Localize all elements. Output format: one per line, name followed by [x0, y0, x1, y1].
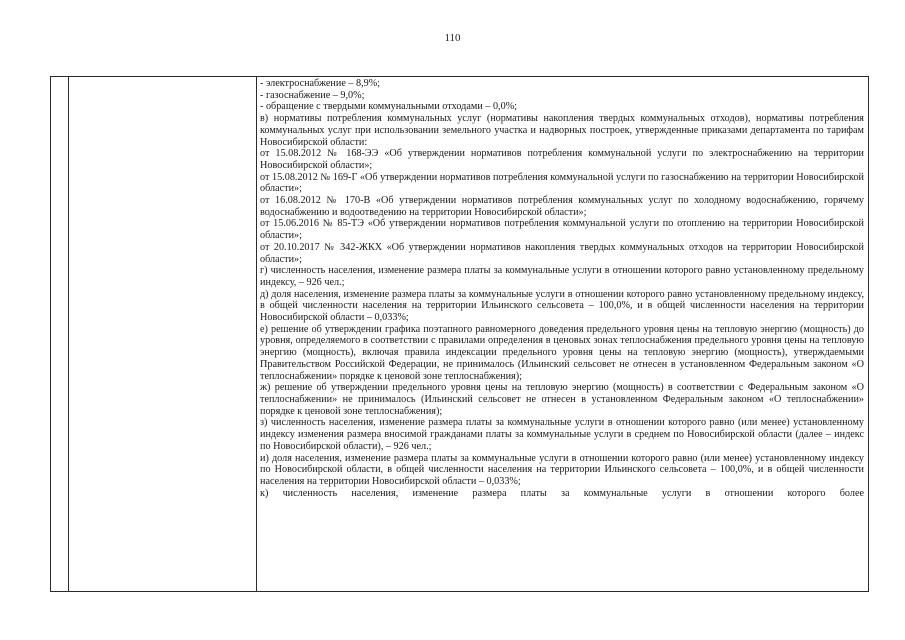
- paragraph-item-k: к) численность населения, изменение размера платы за коммунальные услуги в отношении которого более: [260, 487, 864, 499]
- paragraph-item-g: г) численность населения, изменение размера платы за коммунальные услуги в отношении которого равно установленному предельному индексу, – 926 чел.;: [260, 265, 864, 288]
- paragraph-item-d: д) доля населения, изменение размера платы за коммунальные услуги в отношении которого равно установленному предельному индексу, в общей численности населения на территории Ильинского сельсовета – 100,0%, и в общей численности населения на территории Новосибирской области – 0,033%;: [260, 288, 864, 324]
- paragraph-item-zh: ж) решение об утверждении предельного уровня цены на тепловую энергию (мощность) в соответствии с Федеральным законом «О теплоснабжении» не принималось (Ильинский сельсовет не отнесен в установленном Федеральным законом «О теплоснабжении» порядке к ценовой зоне теплоснабжения);: [260, 382, 864, 417]
- page-number: 110: [444, 32, 461, 44]
- paragraph-gas: - газоснабжение – 9,0%;: [260, 89, 365, 101]
- table-column-divider-2: [256, 77, 257, 591]
- paragraph-order-85: от 15.06.2016 № 85-ТЭ «Об утверждении нормативов потребления коммунальной услуги по отоплению на территории Новосибирской области»;: [260, 218, 864, 242]
- paragraph-item-e: е) решение об утверждении графика поэтапного равномерного доведения предельного уровня цены на тепловую энергию (мощность) до уровня, определяемого в соответствии с правилами определения в ценовых зонах теплоснабжения предельного уровня цены на тепловую энергию (мощность), включая правила индексации предельного уровня цены на тепловую энергию (мощность), утверждаемыми Правительством Российской Федерации, не принималось (Ильинский сельсовет не отнесен в установленном Федеральным законом «О теплоснабжении» порядке к ценовой зоне теплоснабжения);: [260, 323, 864, 382]
- paragraph-waste: - обращение с твердыми коммунальными отходами – 0,0%;: [260, 101, 518, 113]
- paragraph-item-i: и) доля населения, изменение размера платы за коммунальные услуги в отношении которого равно (или менее) установленному индексу по Новосибирской области, в общей численности населения на территории Ильинского сельсовета – 100,0%, и в общей численности населения на территории Новосибирской области – 0,033%;: [260, 452, 864, 487]
- paragraph-order-168: от 15.08.2012 № 168-ЭЭ «Об утверждении нормативов потребления коммунальной услуги по электроснабжению на территории Новосибирской области»;: [260, 148, 864, 171]
- table-column-divider-1: [68, 77, 69, 591]
- table-text-cell: [260, 78, 864, 591]
- document-table: [50, 76, 869, 592]
- paragraph-electricity: - электроснабжение – 8,9%;: [260, 78, 381, 89]
- paragraph-order-342: от 20.10.2017 № 342-ЖКХ «Об утверждении нормативов накопления твердых коммунальных отходов на территории Новосибирской области»;: [260, 241, 864, 265]
- paragraph-order-170: от 16.08.2012 № 170-В «Об утверждении нормативов потребления коммунальных услуг по холодному водоснабжению, горячему водоснабжению и водоотведению на территории Новосибирской области»;: [260, 195, 864, 218]
- paragraph-item-z: з) численность населения, изменение размера платы за коммунальные услуги в отношении которого равно (или менее) установленному индексу изменения размера вносимой гражданами платы за коммунальные услуги в среднем по Новосибирской области (далее – индекс по Новосибирской области), – 926 чел.;: [260, 417, 864, 452]
- paragraph-order-169: от 15.08.2012 № 169-Г «Об утверждении нормативов потребления коммунальной услуги по газоснабжению на территории Новосибирской области»;: [260, 171, 864, 195]
- paragraph-item-v: в) нормативы потребления коммунальных услуг (нормативы накопления твердых коммунальных отходов), нормативы потребления коммунальных услуг при использовании земельного участка и надворных построек, утвержденные приказами департамента по тарифам Новосибирской области:: [260, 113, 864, 148]
